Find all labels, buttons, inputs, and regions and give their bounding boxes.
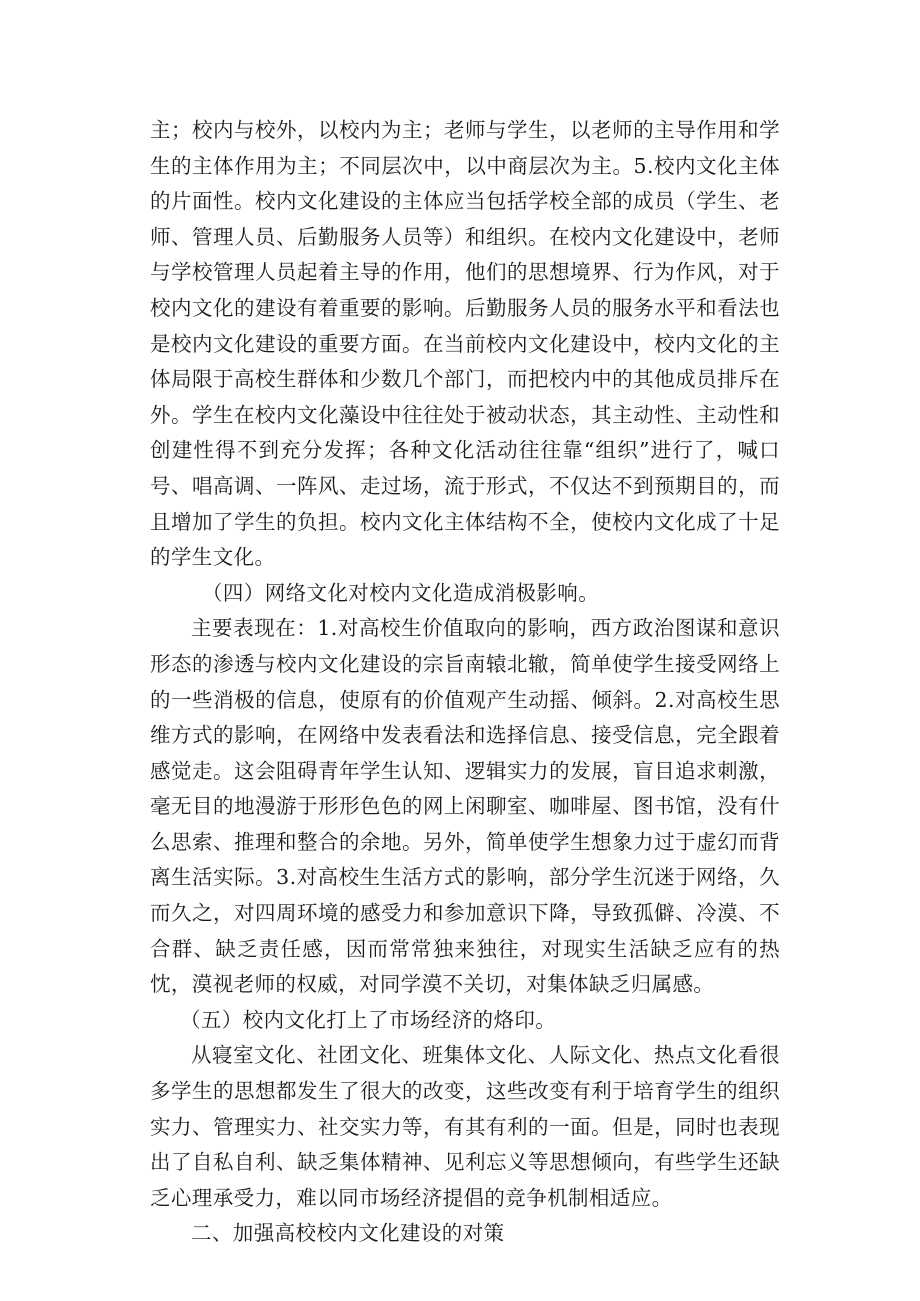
- section-heading-4: （四）网络文化对校内文化造成消极影响。: [202, 580, 600, 605]
- paragraph-network-culture: 主要表现在：1.对高校生价值取向的影响，西方政治图谋和意识形态的渗透与校内文化建设的宗旨南辕北辙，简单使学生接受网络上的一些消极的信息，使原有的价值观产生动摇、倾斜。2.对高校生思维方式的影响，在网络中发表看法和选择信息、接受信息，完全跟着感觉走。这会阻碍青年学生认知、逻辑实力的发展，盲目追求刺激，毫无目的地漫游于形形色色的网上闲聊室、咖啡屋、图书馆，没有什么思索、推理和整合的余地。另外，简单使学生想象力过于虚幻而背离生活实际。3.对高校生生活方式的影响，部分学生沉迷于网络，久而久之，对四周环境的感受力和参加意识下降，导致孤僻、冷漠、不合群、缺乏责任感，因而常常独来独往，对现实生活缺乏应有的热忱，漠视老师的权威，对同学漠不关切，对集体缺乏归属感。: [150, 616, 780, 997]
- document-page: [150, 113, 780, 1252]
- paragraph-market-economy: 从寝室文化、社团文化、班集体文化、人际文化、热点文化看很多学生的思想都发生了很大的改变，这些改变有利于培育学生的组织实力、管理实力、社交实力等，有其有利的一面。但是，同时也表现出了自私自利、缺乏集体精神、见利忘义等思想倾向，有些学生还缺乏心理承受力，难以同市场经济提倡的竞争机制相适应。: [150, 1043, 780, 1210]
- section-heading-5: （五）校内文化打上了市场经济的烙印。: [180, 1007, 557, 1032]
- paragraph-student-culture: 主；校内与校外，以校内为主；老师与学生，以老师的主导作用和学生的主体作用为主；不同层次中，以中商层次为主。5.校内文化主体的片面性。校内文化建设的主体应当包括学校全部的成员（学生、老师、管理人员、后勤服务人员等）和组织。在校内文化建设中，老师与学校管理人员起着主导的作用，他们的思想境界、行为作风，对于校内文化的建设有着重要的影响。后勤服务人员的服务水平和看法也是校内文化建设的重要方面。在当前校内文化建设中，校内文化的主体局限于高校生群体和少数几个部门，而把校内中的其他成员排斥在外。学生在校内文化藻设中往往处于被动状态，其主动性、主动性和创建性得不到充分发挥；各种文化活动往往靠“组织”进行了，喊口号、唱高调、一阵风、走过场，流于形式，不仅达不到预期目的，而且增加了学生的负担。校内文化主体结构不全，使校内文化成了十足的学生文化。: [150, 118, 780, 570]
- chapter-heading-2: 二、加强高校校内文化建设的对策: [191, 1221, 505, 1246]
